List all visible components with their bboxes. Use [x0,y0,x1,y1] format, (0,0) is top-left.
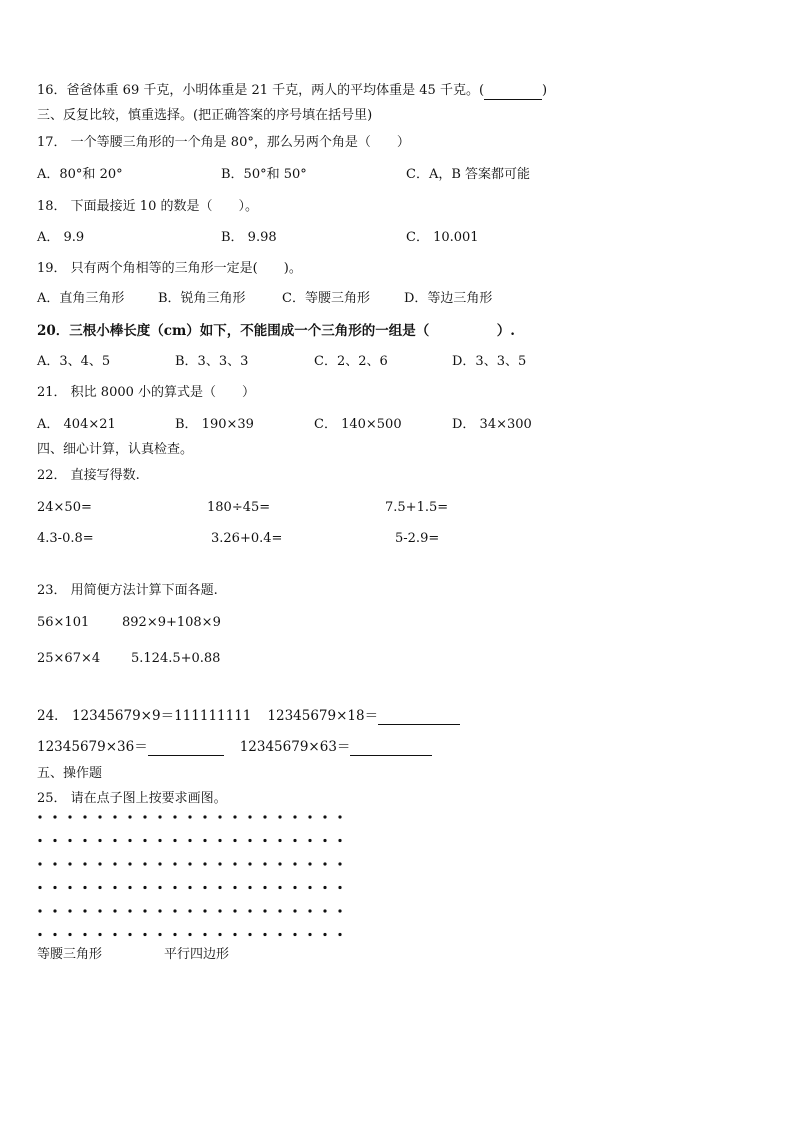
question-17-stem: 17． 一个等腰三角形的一个角是 80°，那么另两个角是（ ） [37,135,410,150]
grid-dot[interactable] [338,933,341,936]
grid-dot[interactable] [248,909,251,912]
grid-dot[interactable] [38,815,41,818]
question-21-stem: 21． 积比 8000 小的算式是（ ） [37,385,256,400]
grid-dot[interactable] [323,862,326,865]
grid-dot[interactable] [83,839,86,842]
question-18-stem: 18． 下面最接近 10 的数是（ ）。 [37,199,258,214]
grid-dot[interactable] [293,933,296,936]
grid-dot[interactable] [173,815,176,818]
grid-dot[interactable] [338,886,341,889]
question-18-option-a[interactable]: A． 9.9 [37,230,85,245]
grid-dot[interactable] [248,886,251,889]
grid-dot[interactable] [293,815,296,818]
question-25-stem: 25． 请在点子图上按要求画图。 [37,791,227,806]
grid-dot[interactable] [218,933,221,936]
grid-dot[interactable] [278,862,281,865]
grid-dot[interactable] [263,862,266,865]
grid-dot[interactable] [233,862,236,865]
grid-dot[interactable] [218,909,221,912]
grid-dot[interactable] [38,909,41,912]
question-20-option-c[interactable]: C．2、2、6 [314,354,388,369]
question-24-line-1 [37,707,460,725]
label-parallelogram: 平行四边形 [164,947,230,962]
question-20-option-d[interactable]: D．3、3、5 [452,354,527,369]
grid-dot[interactable] [248,815,251,818]
grid-dot[interactable] [338,862,341,865]
grid-dot[interactable] [293,886,296,889]
question-20-stem: 20．三根小棒长度（cm）如下，不能围成一个三角形的一组是（ ）. [37,323,515,339]
question-16 [37,82,547,100]
grid-dot[interactable] [218,839,221,842]
grid-dot[interactable] [173,909,176,912]
dot-grid-canvas[interactable] [34,812,346,940]
grid-dot[interactable] [98,862,101,865]
answer-blank-24d[interactable] [350,741,432,756]
question-18-option-b[interactable]: B． 9.98 [221,230,277,245]
grid-dot[interactable] [113,886,116,889]
grid-dot[interactable] [143,815,146,818]
grid-dot[interactable] [188,909,191,912]
dot-grid[interactable] [34,812,346,940]
grid-dot[interactable] [233,933,236,936]
section-3-heading: 三、反复比较，慎重选择。(把正确答案的序号填在括号里) [37,108,373,123]
grid-dot[interactable] [278,815,281,818]
calc-item: 5-2.9= [395,531,440,546]
grid-dot[interactable] [248,933,251,936]
grid-dot[interactable] [293,839,296,842]
question-24-part-b: 12345679×18＝ [267,708,379,724]
grid-dot[interactable] [143,933,146,936]
grid-dot[interactable] [323,839,326,842]
answer-blank-16[interactable] [484,85,542,100]
grid-dot[interactable] [53,909,56,912]
answer-blank-24b[interactable] [378,710,460,725]
calc-item: 892×9+108×9 [122,615,221,630]
grid-dot[interactable] [143,886,146,889]
question-21-option-d[interactable]: D． 34×300 [452,417,532,432]
question-24-part-a: 24． 12345679×9＝111111111 [37,708,252,724]
grid-dot[interactable] [158,839,161,842]
grid-dot[interactable] [38,933,41,936]
grid-dot[interactable] [203,815,206,818]
section-5-heading: 五、操作题 [37,766,103,781]
grid-dot[interactable] [53,933,56,936]
grid-dot[interactable] [203,862,206,865]
grid-dot[interactable] [128,886,131,889]
grid-dot[interactable] [338,815,341,818]
calc-item: 4.3-0.8= [37,531,94,546]
grid-dot[interactable] [68,886,71,889]
grid-dot[interactable] [173,862,176,865]
question-19-stem: 19． 只有两个角相等的三角形一定是( )。 [37,261,302,276]
grid-dot[interactable] [293,862,296,865]
grid-dot[interactable] [38,862,41,865]
calc-item: 24×50= [37,500,92,515]
grid-dot[interactable] [128,933,131,936]
grid-dot[interactable] [68,862,71,865]
grid-dot[interactable] [38,839,41,842]
grid-dot[interactable] [218,886,221,889]
calc-item: 3.26+0.4= [211,531,283,546]
question-19-option-c[interactable]: C．等腰三角形 [282,291,370,306]
question-17-option-a[interactable]: A．80°和 20° [37,167,123,182]
grid-dot[interactable] [98,933,101,936]
grid-dot[interactable] [203,909,206,912]
grid-dot[interactable] [113,862,116,865]
grid-dot[interactable] [308,886,311,889]
grid-dot[interactable] [53,815,56,818]
grid-dot[interactable] [218,815,221,818]
grid-dot[interactable] [173,839,176,842]
grid-dot[interactable] [188,886,191,889]
question-20-option-a[interactable]: A．3、4、5 [37,354,111,369]
grid-dot[interactable] [68,839,71,842]
calc-item: 5.124.5+0.88 [131,651,221,666]
grid-dot[interactable] [323,909,326,912]
calc-item: 56×101 [37,615,90,630]
grid-dot[interactable] [128,862,131,865]
grid-dot[interactable] [278,933,281,936]
section-4-heading: 四、细心计算，认真检查。 [37,442,194,457]
grid-dot[interactable] [128,909,131,912]
grid-dot[interactable] [323,886,326,889]
grid-dot[interactable] [323,815,326,818]
grid-dot[interactable] [143,862,146,865]
grid-dot[interactable] [248,862,251,865]
question-19-option-b[interactable]: B．锐角三角形 [158,291,246,306]
grid-dot[interactable] [233,909,236,912]
grid-dot[interactable] [188,862,191,865]
grid-dot[interactable] [128,815,131,818]
question-24-part-c: 12345679×36＝ [37,739,148,755]
grid-dot[interactable] [218,862,221,865]
question-18-option-c[interactable]: C． 10.001 [406,230,479,245]
grid-dot[interactable] [338,909,341,912]
question-17-option-c[interactable]: C．A，B 答案都可能 [406,167,531,182]
grid-dot[interactable] [38,886,41,889]
calc-item: 7.5+1.5= [385,500,449,515]
grid-dot[interactable] [203,933,206,936]
grid-dot[interactable] [188,815,191,818]
grid-dot[interactable] [113,933,116,936]
grid-dot[interactable] [83,862,86,865]
grid-dot[interactable] [158,815,161,818]
grid-dot[interactable] [53,886,56,889]
grid-dot[interactable] [233,815,236,818]
grid-dot[interactable] [203,839,206,842]
grid-dot[interactable] [248,839,251,842]
grid-dot[interactable] [278,839,281,842]
question-19-option-d[interactable]: D．等边三角形 [404,291,493,306]
grid-dot[interactable] [293,909,296,912]
grid-dot[interactable] [323,933,326,936]
calc-item: 25×67×4 [37,651,101,666]
question-19-option-a[interactable]: A．直角三角形 [37,291,125,306]
answer-blank-24c[interactable] [148,741,224,756]
question-24-line-2 [37,738,432,756]
grid-dot[interactable] [83,815,86,818]
grid-dot[interactable] [143,839,146,842]
grid-dot[interactable] [203,886,206,889]
question-17-option-b[interactable]: B．50°和 50° [221,167,307,182]
grid-dot[interactable] [68,815,71,818]
question-24-part-d: 12345679×63＝ [239,739,351,755]
grid-dot[interactable] [83,909,86,912]
label-isosceles-triangle: 等腰三角形 [37,947,103,962]
grid-dot[interactable] [308,815,311,818]
question-21-option-a[interactable]: A． 404×21 [37,417,116,432]
calc-item: 180÷45= [207,500,271,515]
question-20-option-b[interactable]: B．3、3、3 [175,354,249,369]
grid-dot[interactable] [53,862,56,865]
question-23-stem: 23． 用简便方法计算下面各题. [37,583,218,598]
grid-dot[interactable] [188,933,191,936]
grid-dot[interactable] [158,933,161,936]
grid-dot[interactable] [263,909,266,912]
grid-dot[interactable] [128,839,131,842]
grid-dot[interactable] [173,933,176,936]
grid-dot[interactable] [98,815,101,818]
grid-dot[interactable] [83,933,86,936]
grid-dot[interactable] [263,839,266,842]
grid-dot[interactable] [83,886,86,889]
grid-dot[interactable] [143,909,146,912]
grid-dot[interactable] [233,886,236,889]
grid-dot[interactable] [98,886,101,889]
grid-dot[interactable] [173,886,176,889]
grid-dot[interactable] [113,815,116,818]
grid-dot[interactable] [113,839,116,842]
grid-dot[interactable] [233,839,236,842]
grid-dot[interactable] [98,909,101,912]
question-21-option-c[interactable]: C． 140×500 [314,417,402,432]
grid-dot[interactable] [308,909,311,912]
question-16-close: ) [542,83,548,98]
grid-dot[interactable] [68,909,71,912]
grid-dot[interactable] [308,839,311,842]
grid-dot[interactable] [113,909,116,912]
grid-dot[interactable] [68,933,71,936]
grid-dot[interactable] [263,815,266,818]
grid-dot[interactable] [263,933,266,936]
grid-dot[interactable] [263,886,266,889]
grid-dot[interactable] [338,839,341,842]
grid-dot[interactable] [158,886,161,889]
question-21-option-b[interactable]: B． 190×39 [175,417,254,432]
grid-dot[interactable] [158,862,161,865]
question-16-text: 16．爸爸体重 69 千克，小明体重是 21 千克，两人的平均体重是 45 千克。( [37,83,485,98]
grid-dot[interactable] [278,886,281,889]
grid-dot[interactable] [53,839,56,842]
grid-dot[interactable] [308,933,311,936]
grid-dot[interactable] [158,909,161,912]
question-22-stem: 22． 直接写得数. [37,468,140,483]
grid-dot[interactable] [308,862,311,865]
grid-dot[interactable] [98,839,101,842]
grid-dot[interactable] [188,839,191,842]
grid-dot[interactable] [278,909,281,912]
